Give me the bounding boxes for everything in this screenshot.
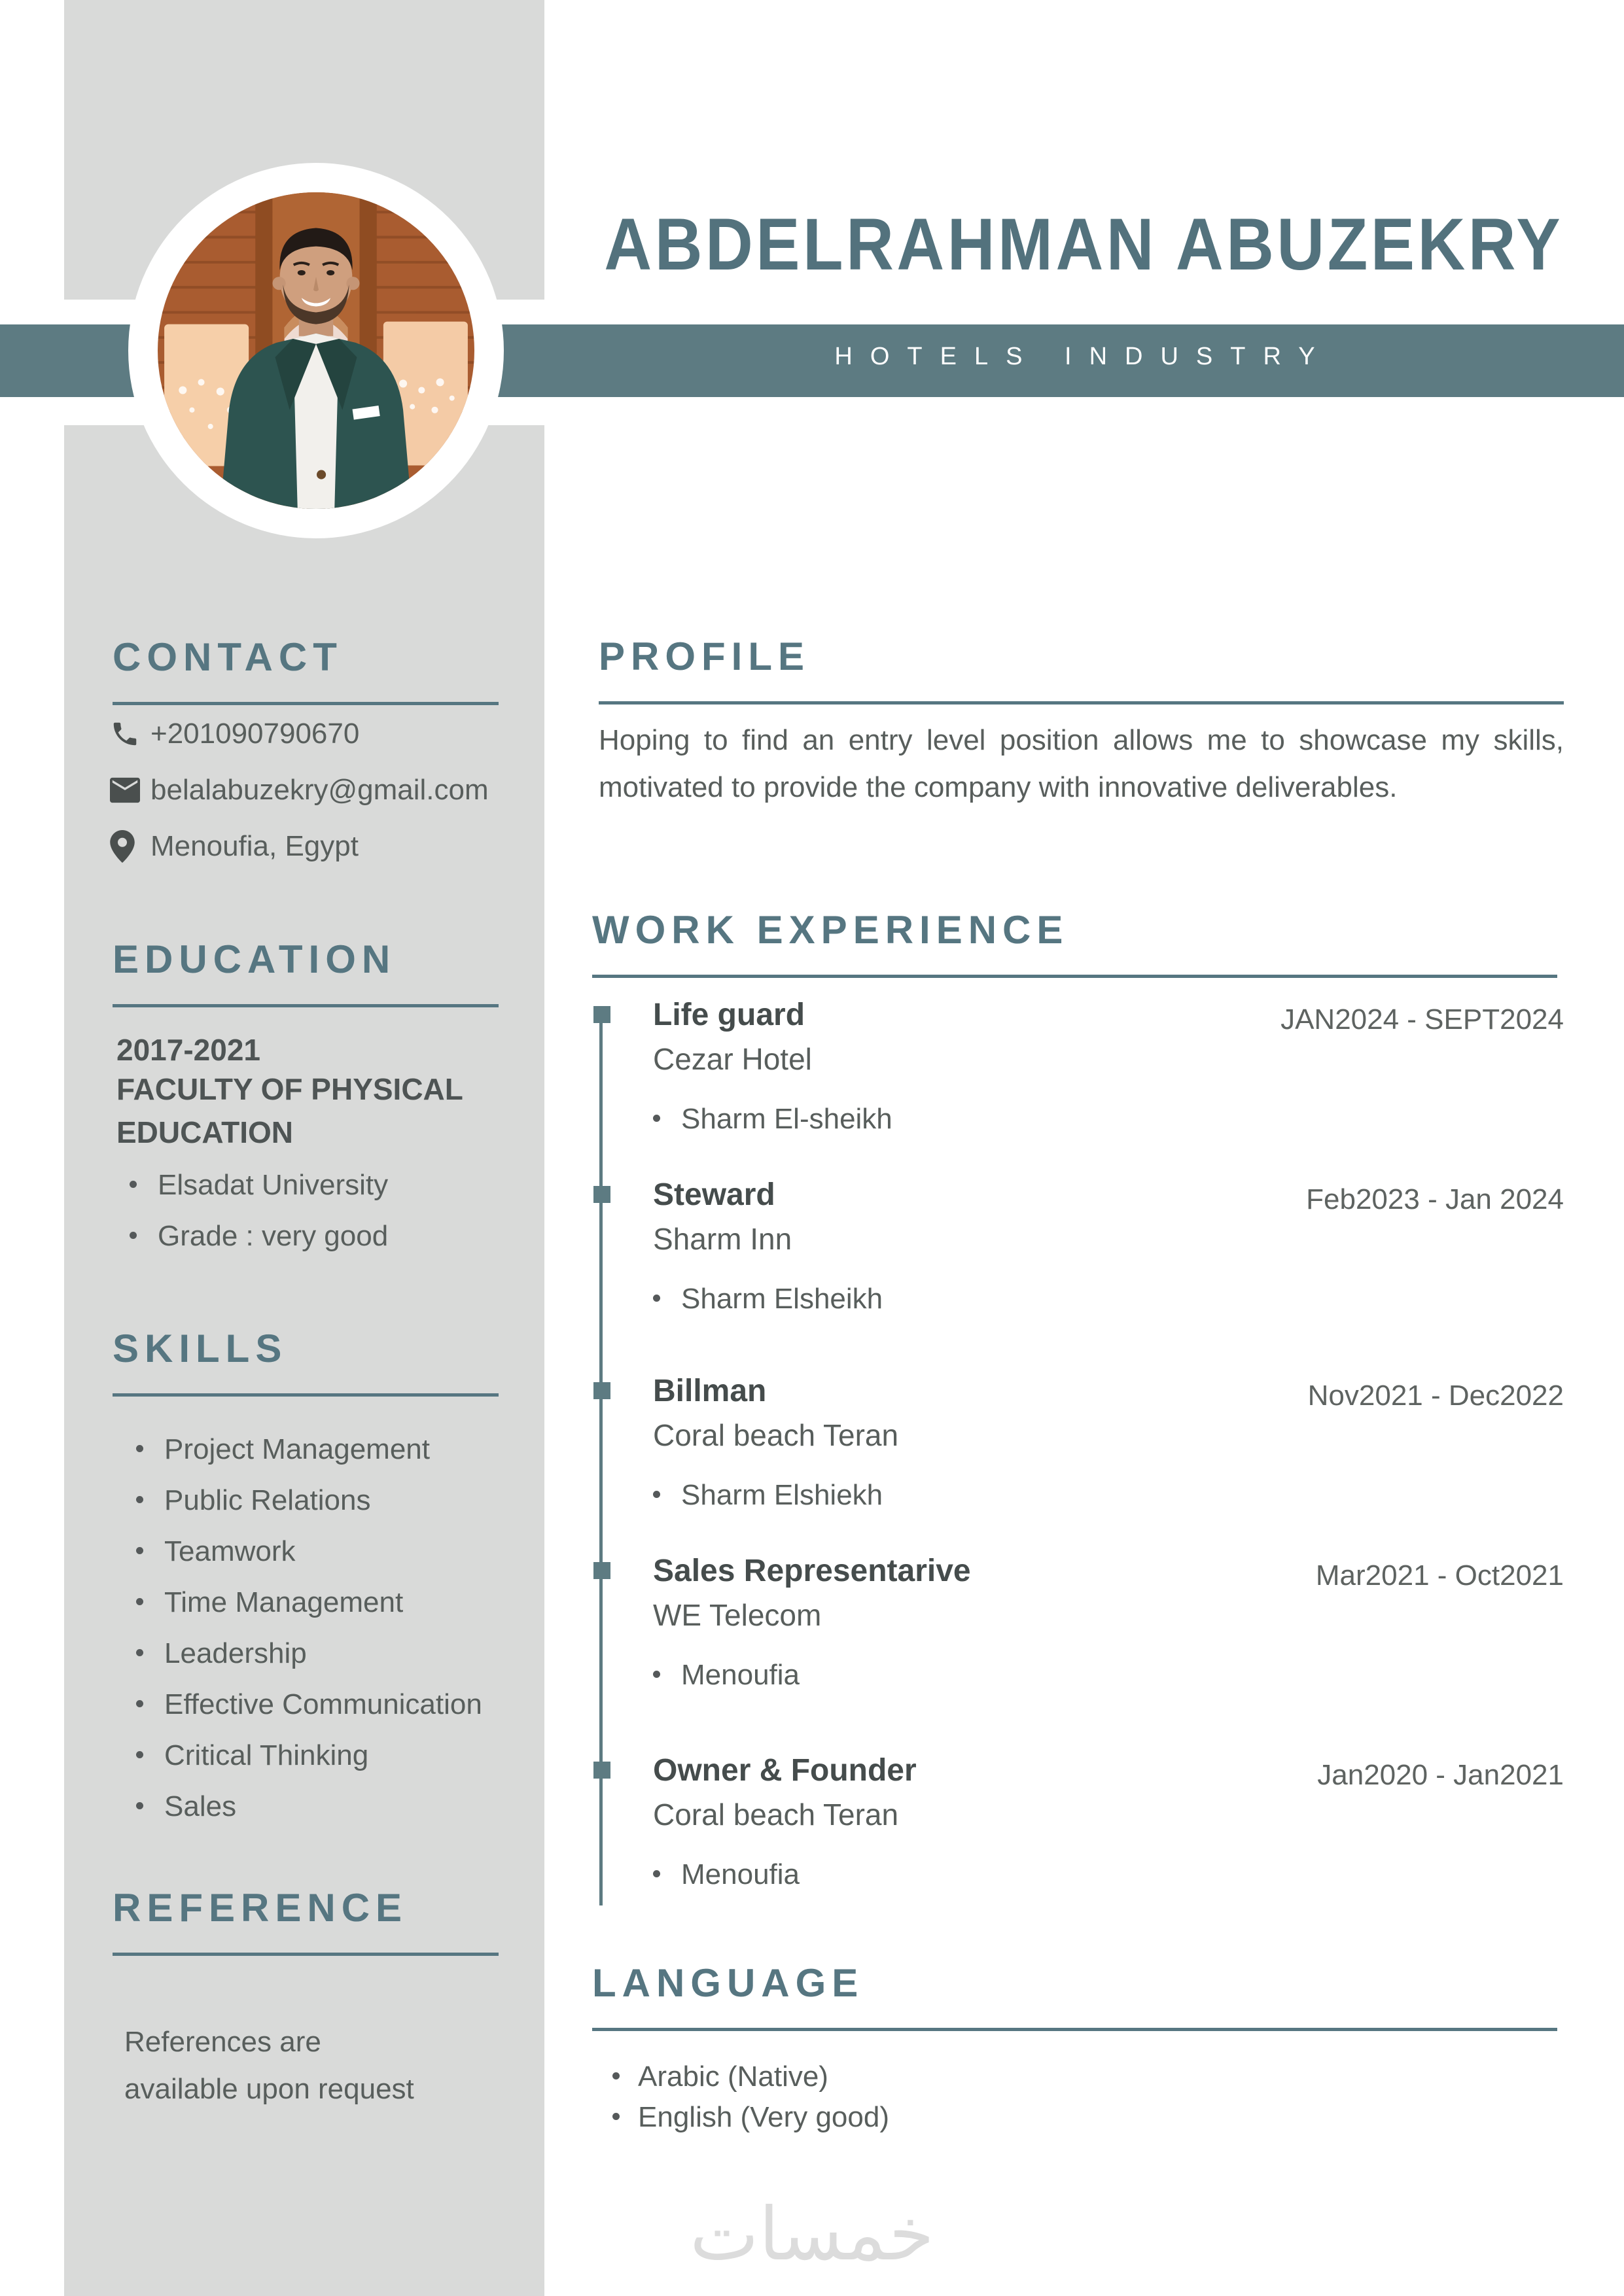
job-company: Cezar Hotel <box>653 1042 812 1076</box>
list-item <box>130 1168 388 1202</box>
bullet-dot <box>653 1870 660 1877</box>
job-dates: Feb2023 - Jan 2024 <box>1306 1183 1564 1215</box>
job-entry <box>653 1553 1564 1692</box>
contact-list <box>110 717 489 886</box>
list-item <box>653 1479 1564 1512</box>
job-dates: Jan2020 - Jan2021 <box>1317 1759 1564 1791</box>
contact-item-email <box>110 773 489 807</box>
education-detail: Elsadat University <box>158 1169 389 1201</box>
timeline-marker <box>593 1762 610 1779</box>
timeline-marker <box>593 1006 610 1023</box>
email-value: belalabuzekry@gmail.com <box>150 774 489 806</box>
education-details <box>130 1168 388 1270</box>
job-title: Billman <box>653 1374 767 1408</box>
skill-label: Effective Communication <box>164 1688 482 1720</box>
skill-label: Critical Thinking <box>164 1739 369 1771</box>
list-item <box>612 2102 889 2132</box>
language-rule <box>592 2028 1557 2031</box>
bullet-dot <box>130 1232 137 1239</box>
header <box>543 203 1624 285</box>
job-company: WE Telecom <box>653 1598 822 1632</box>
timeline-marker <box>593 1186 610 1203</box>
list-item <box>130 1219 388 1253</box>
list-item <box>653 1103 1564 1136</box>
avatar-illustration <box>158 192 474 509</box>
bullet-dot <box>136 1547 143 1554</box>
profile-heading: PROFILE <box>599 635 811 678</box>
experience-heading: WORK EXPERIENCE <box>592 908 1069 952</box>
language-list <box>612 2062 889 2143</box>
bullet-dot <box>136 1700 143 1707</box>
skill-label: Teamwork <box>164 1535 296 1567</box>
reference-rule <box>113 1953 499 1956</box>
job-title: Life guard <box>653 998 805 1032</box>
education-detail: Grade : very good <box>158 1220 389 1252</box>
khamsat-watermark: خمسات <box>690 2192 934 2277</box>
timeline-marker <box>593 1562 610 1579</box>
bullet-dot <box>653 1491 660 1498</box>
bullet-dot <box>653 1115 660 1122</box>
bullet-dot <box>653 1671 660 1678</box>
education-rule <box>113 1004 499 1007</box>
bullet-dot <box>130 1181 137 1188</box>
job-entry <box>653 1373 1564 1512</box>
phone-icon <box>110 719 150 749</box>
skills-heading: SKILLS <box>113 1327 288 1370</box>
language-label: English (Very good) <box>638 2101 889 2133</box>
job-entry <box>653 997 1564 1136</box>
job-dates: JAN2024 - SEPT2024 <box>1280 1003 1564 1035</box>
job-title: Sales Representarive <box>653 1554 971 1588</box>
list-item <box>136 1637 482 1671</box>
bullet-dot <box>612 2072 620 2079</box>
job-location: Sharm Elsheikh <box>681 1283 883 1315</box>
list-item <box>136 1790 482 1824</box>
timeline-marker <box>593 1382 610 1399</box>
job-company: Coral beach Teran <box>653 1798 899 1832</box>
job-company: Coral beach Teran <box>653 1418 899 1452</box>
bullet-dot <box>136 1496 143 1503</box>
skill-label: Sales <box>164 1790 237 1822</box>
job-company: Sharm Inn <box>653 1222 792 1256</box>
skill-label: Time Management <box>164 1586 404 1618</box>
bullet-dot <box>653 1295 660 1302</box>
profile-text: Hoping to find an entry level position allows me to showcase my skills, motivated to provide the company with innovative deliverables. <box>599 724 1564 803</box>
education-years: 2017-2021 <box>116 1033 260 1067</box>
language-heading: LANGUAGE <box>592 1961 864 2005</box>
list-item <box>136 1535 482 1569</box>
bullet-dot <box>136 1445 143 1452</box>
education-school: FACULTY OF PHYSICAL EDUCATION <box>116 1072 463 1149</box>
education-heading: EDUCATION <box>113 937 397 981</box>
skill-label: Public Relations <box>164 1484 371 1516</box>
phone-value: +201090790670 <box>150 718 360 750</box>
email-icon <box>110 777 150 803</box>
page-title: ABDELRAHMAN ABUZEKRY <box>604 203 1563 285</box>
reference-text: References are available upon request <box>124 2026 414 2105</box>
job-location: Menoufia <box>681 1659 800 1691</box>
avatar <box>158 192 474 509</box>
bullet-dot <box>136 1802 143 1809</box>
job-dates: Mar2021 - Oct2021 <box>1315 1559 1564 1592</box>
list-item <box>136 1484 482 1518</box>
job-entry <box>653 1177 1564 1315</box>
contact-heading: CONTACT <box>113 635 343 679</box>
job-location: Menoufia <box>681 1858 800 1890</box>
location-value: Menoufia, Egypt <box>150 830 359 862</box>
bullet-dot <box>136 1751 143 1758</box>
bullet-dot <box>136 1598 143 1605</box>
job-tagline: HOTELS INDUSTRY <box>834 343 1333 370</box>
list-item <box>653 1858 1564 1891</box>
language-label: Arabic (Native) <box>638 2061 828 2093</box>
job-location: Sharm Elshiekh <box>681 1479 883 1511</box>
profile-rule <box>599 701 1564 704</box>
bullet-dot <box>136 1649 143 1656</box>
bullet-dot <box>612 2113 620 2120</box>
skills-rule <box>113 1393 499 1397</box>
list-item <box>136 1433 482 1467</box>
job-dates: Nov2021 - Dec2022 <box>1307 1380 1564 1412</box>
experience-rule <box>592 975 1557 978</box>
skill-label: Project Management <box>164 1433 430 1465</box>
job-entry <box>653 1752 1564 1891</box>
list-item <box>136 1586 482 1620</box>
skill-label: Leadership <box>164 1637 307 1669</box>
list-item <box>136 1688 482 1722</box>
list-item <box>136 1739 482 1773</box>
job-title: Steward <box>653 1177 775 1212</box>
job-title: Owner & Founder <box>653 1753 917 1788</box>
contact-rule <box>113 702 499 705</box>
list-item <box>653 1283 1564 1315</box>
contact-item-location <box>110 829 489 863</box>
job-location: Sharm El-sheikh <box>681 1103 892 1135</box>
list-item <box>612 2062 889 2092</box>
location-icon <box>110 830 150 863</box>
contact-item-phone <box>110 717 489 751</box>
list-item <box>653 1659 1564 1692</box>
reference-heading: REFERENCE <box>113 1886 408 1930</box>
skills-list <box>136 1433 482 1841</box>
avatar-ring <box>128 163 504 538</box>
